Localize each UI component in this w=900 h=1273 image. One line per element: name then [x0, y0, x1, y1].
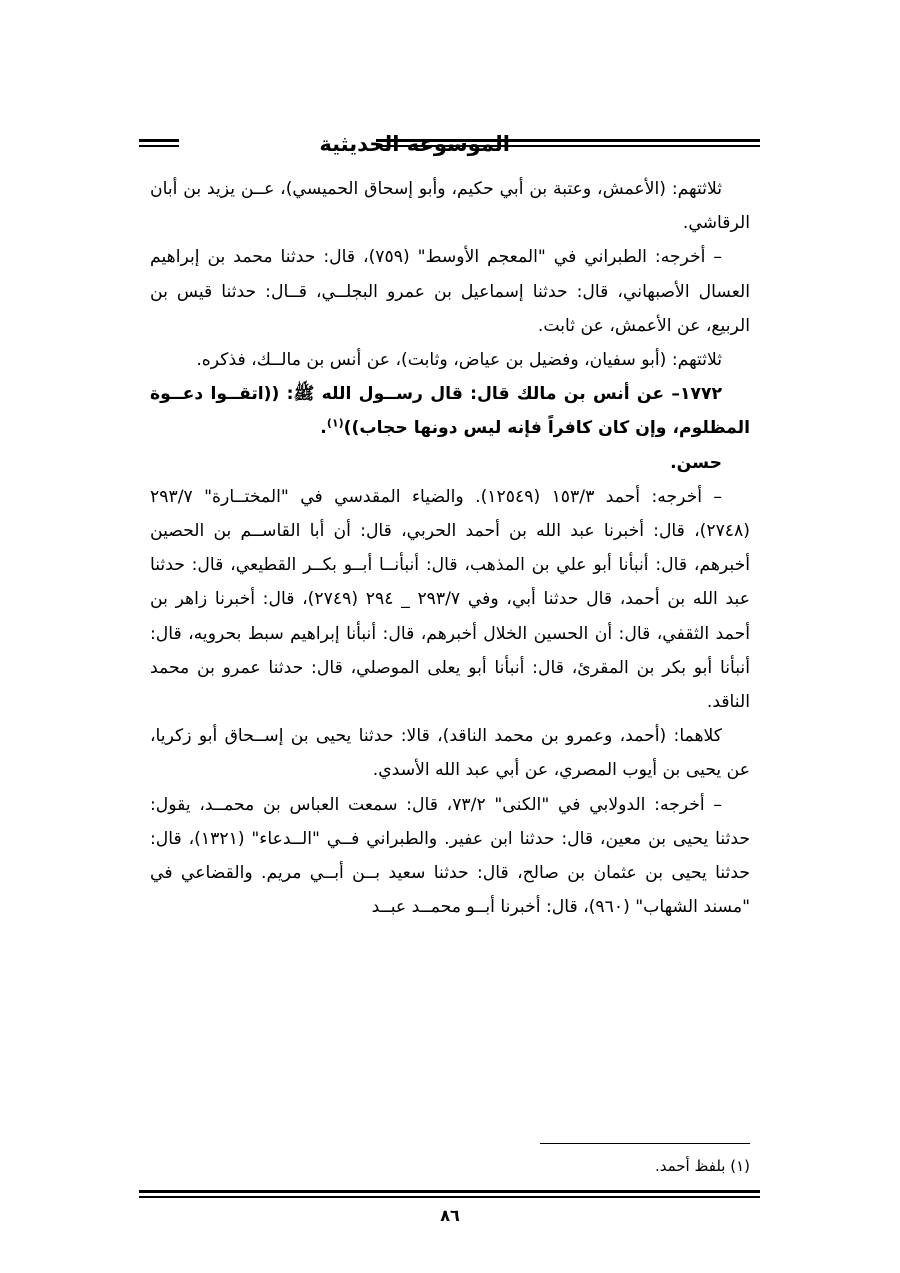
paragraph-2	[150, 240, 750, 343]
header-rule-left	[139, 139, 179, 142]
paragraph-text: – أخرجه: أحمد ١٥٣/٣ (١٢٥٤٩). والضياء المقدسي في "المختــارة" ٢٩٣/٧ (٢٧٤٨)، قال: أخبرنا عبد الله بن أحمد الحربي، قال: أن أبا القاســم بن الحصين أخبرهم، قال: أنبأنا أبو علي بن المذهب، قال: أنبأنــا أبــو بكــر القطيعي، قال: حدثنا عبد الله بن أحمد، قال حدثنا أبي، وفي ٢٩٣/٧ _ ٢٩٤ (٢٧٤٩)، قال: أخبرنا زاهر بن أحمد الثقفي، قال: أن الحسين الخلال أخبرهم، قال: أنبأنا إبراهيم سبط بحرويه، قال: أنبأنا أبو بكر بن المقرئ، قال: أنبأنا أبو يعلى الموصلي، قال: حدثنا عمرو بن محمد الناقد.	[150, 486, 750, 713]
footer-rule	[139, 1190, 760, 1193]
paragraph-text: – أخرجه: الدولابي في "الكنى" ٧٣/٢، قال: سمعت العباس بن محمــد، يقول: حدثنا يحيى بن معين، قال: حدثنا ابن عفير. والطبراني فــي "الــدعاء" (١٣٢١)، قال: حدثنا يحيى بن عثمان بن صالح، قال: حدثنا سعيد بــن أبــي مريم. والقضاعي في "مسند الشهاب" (٩٦٠)، قال: أخبرنا أبــو محمــد عبــد	[150, 794, 751, 918]
paragraph-text: ثلاثتهم: (أبو سفيان، وفضيل بن عياض، وثابت)، عن أنس بن مالــك، فذكره.	[196, 350, 722, 371]
hadith-body: ١٧٧٢– عن أنس بن مالك قال: قال رســول الله ﷺ: ((اتقــوا دعــوة المظلوم، وإن كان كافراً فإنه ليس دونها حجاب))	[150, 384, 750, 439]
footnote: (١) بلفظ أحمد.	[654, 1157, 750, 1175]
header-title: الموسوعة الحديثية	[319, 132, 510, 156]
page-number: ٨٦	[440, 1206, 460, 1225]
paragraph-8	[150, 788, 750, 925]
paragraph-text: ثلاثتهم: (الأعمش، وعتبة بن أبي حكيم، وأبو إسحاق الحميسي)، عــن يزيد بن أبان الرقاشي.	[150, 179, 750, 234]
paragraph-text: – أخرجه: الطبراني في "المعجم الأوسط" (٧٥٩)، قال: حدثنا محمد بن إبراهيم العسال الأصبهاني، قال: حدثنا إسماعيل بن عمرو البجلــي، قــال: حدثنا قيس بن الربيع، عن الأعمش، عن ثابت.	[150, 247, 750, 336]
footnote-rule	[540, 1143, 750, 1144]
header-rule-right	[376, 139, 760, 142]
paragraph-3	[150, 343, 750, 377]
paragraph-text: كلاهما: (أحمد، وعمرو بن محمد الناقد)، قالا: حدثنا يحيى بن إســحاق أبو زكريا، عن يحيى بن أيوب المصري، عن أبي عبد الله الأسدي.	[150, 726, 750, 781]
paragraph-1	[150, 172, 750, 240]
paragraph-7	[150, 719, 750, 787]
paragraph-6	[150, 480, 750, 719]
hadith-end: .	[320, 418, 327, 439]
grading	[150, 446, 750, 480]
hadith-text	[150, 377, 750, 445]
grading-text: حسن.	[670, 452, 722, 473]
main-text	[150, 172, 750, 924]
running-header	[139, 124, 760, 164]
footnote-marker: (١)	[326, 416, 344, 430]
